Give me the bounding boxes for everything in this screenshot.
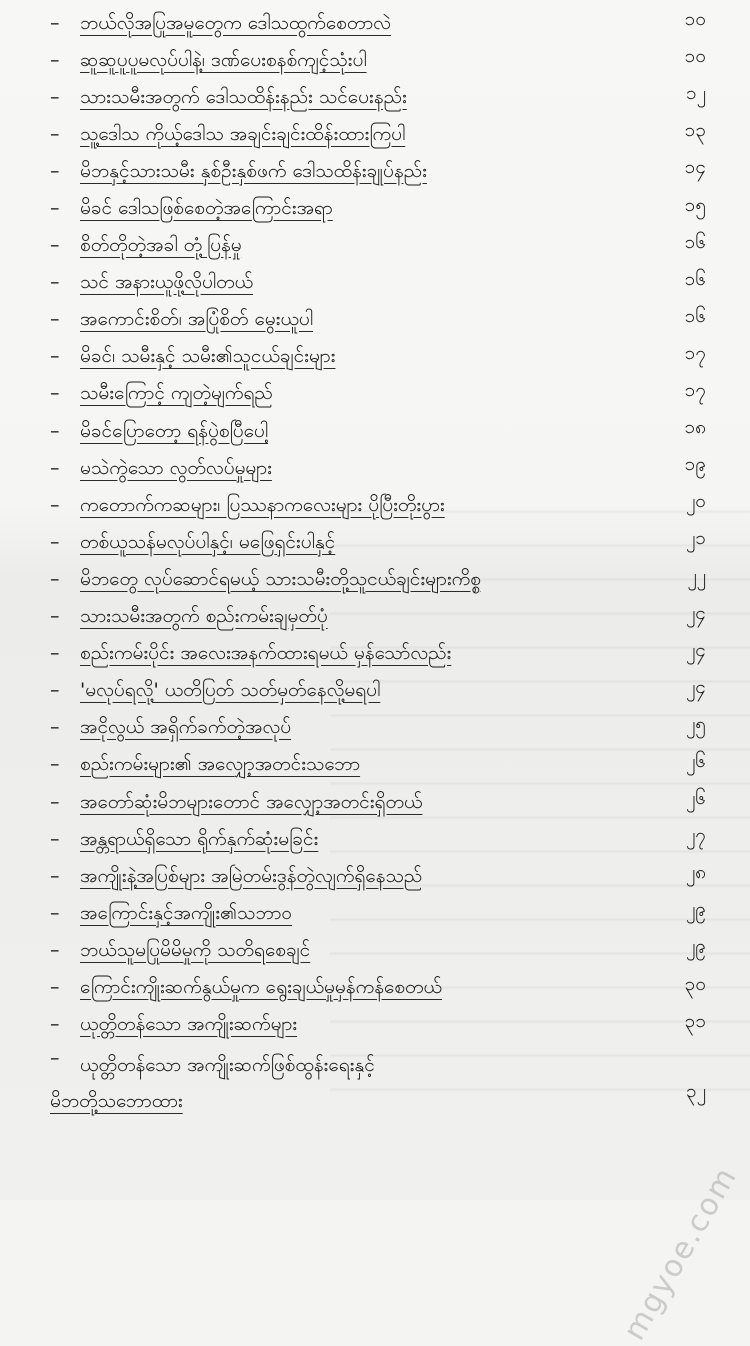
toc-entry xyxy=(38,857,718,894)
entry-page-number: ၂၇ xyxy=(656,823,706,851)
entry-dash: – xyxy=(38,382,80,404)
entry-title: ဆူဆူပူပူမလုပ်ပါနဲ့၊ ဒဏ်ပေးစနစ်ကျင့်သုံးပါ xyxy=(80,42,718,78)
toc-entry xyxy=(38,115,718,152)
entry-title: သမီးကြောင့် ကျတဲ့မျက်ရည် xyxy=(80,375,718,411)
entry-title: မိဘတွေ လုပ်ဆောင်ရမယ့် သားသမီးတို့သူငယ်ချင်းများကိစ္စ xyxy=(80,561,718,597)
entry-dash: – xyxy=(38,531,80,553)
entry-dash: – xyxy=(38,49,80,71)
entry-dash: – xyxy=(38,86,80,108)
toc-entry xyxy=(38,783,718,820)
entry-dash: – xyxy=(38,902,80,924)
toc-entry xyxy=(38,820,718,857)
entry-page-number: ၁၆ xyxy=(656,267,706,295)
entry-page-number: ၂၉ xyxy=(656,934,706,962)
entry-page-number: ၁၀ xyxy=(656,44,706,72)
entry-page-number: ၂၅ xyxy=(656,712,706,740)
entry-page-number: ၁၇ xyxy=(656,378,706,406)
entry-dash: – xyxy=(38,1013,80,1035)
entry-page-number: ၁၇ xyxy=(656,341,706,369)
entry-dash: – xyxy=(38,976,80,998)
entry-dash: – xyxy=(38,753,80,775)
toc-entry xyxy=(38,709,718,746)
toc-entry xyxy=(38,894,718,931)
entry-page-number: ၃၂ xyxy=(656,1079,706,1107)
toc-entry xyxy=(38,338,718,375)
toc-entry xyxy=(38,189,718,226)
toc-entry-multiline xyxy=(38,1043,718,1115)
entry-dash: – xyxy=(38,234,80,256)
entry-title: အကောင်းစိတ်၊ အပြုံစိတ် မွေးယူပါ xyxy=(80,301,718,337)
entry-page-number: ၂၂ xyxy=(656,564,706,592)
entry-page-number: ၂၉ xyxy=(656,897,706,925)
entry-dash: – xyxy=(38,197,80,219)
toc-entry xyxy=(38,523,718,560)
entry-dash: – xyxy=(38,716,80,738)
entry-page-number: ၂၈ xyxy=(656,860,706,888)
entry-dash: – xyxy=(38,457,80,479)
watermark: mgyoe.com xyxy=(616,1161,744,1346)
entry-title: သားသမီးအတွက် စည်းကမ်းချမှတ်ပုံ xyxy=(80,598,718,634)
toc-entry xyxy=(38,968,718,1005)
entry-page-number: ၁၆ xyxy=(656,304,706,332)
entry-title: အကြောင်းနှင့်အကျိုး၏သဘာဝ xyxy=(80,895,718,931)
entry-title: အတော်ဆုံးမိဘများတောင် အလျှော့အတင်းရှိတယ် xyxy=(80,784,718,820)
toc-entry xyxy=(38,598,718,635)
entry-page-number: ၁၃ xyxy=(656,118,706,146)
entry-page-number: ၂၄ xyxy=(656,675,706,703)
entry-title: ကြောင်းကျိုးဆက်နွယ်မှုက ရွေးချယ်မှုမှန်ကန်စေတယ် xyxy=(80,969,718,1005)
table-of-contents xyxy=(38,4,718,1115)
entry-page-number: ၃၀ xyxy=(656,972,706,1000)
entry-page-number: ၂၆ xyxy=(656,786,706,814)
entry-dash: – xyxy=(38,308,80,330)
entry-page-number: ၂၁ xyxy=(656,526,706,554)
entry-title: အငိုလွယ် အရှိက်ခက်တဲ့အလုပ် xyxy=(80,709,718,745)
toc-entry xyxy=(38,264,718,301)
entry-title: စည်းကမ်းပိုင်း အလေးအနက်ထားရမယ် မှန်သော်လည်း xyxy=(80,635,718,671)
toc-entry xyxy=(38,375,718,412)
entry-dash: – xyxy=(38,828,80,850)
entry-page-number: ၁၈ xyxy=(656,415,706,443)
entry-title: စည်းကမ်းများ၏ အလျှော့အတင်းသဘော xyxy=(80,746,718,782)
entry-title: တစ်ယူသန်မလုပ်ပါနှင့်၊ မဖြေရှင်းပါနှင့် xyxy=(80,524,718,560)
entry-dash: – xyxy=(38,939,80,961)
toc-entry xyxy=(38,78,718,115)
toc-entry xyxy=(38,560,718,597)
toc-entry xyxy=(38,672,718,709)
toc-entry xyxy=(38,301,718,338)
toc-entry xyxy=(38,931,718,968)
toc-entry xyxy=(38,41,718,78)
entry-title: မိခင်ပြောတော့ ရန်ပွဲစပြီပေါ့ xyxy=(80,413,718,449)
toc-entry xyxy=(38,635,718,672)
entry-dash: – xyxy=(38,494,80,516)
entry-page-number: ၃၁ xyxy=(656,1009,706,1037)
entry-title: 'မလုပ်ရလို့' ယတိပြတ် သတ်မှတ်နေလို့မရပါ xyxy=(80,672,718,708)
entry-dash: – xyxy=(38,271,80,293)
toc-entry xyxy=(38,1006,718,1043)
entry-title: သင် အနားယူဖို့လိုပါတယ် xyxy=(80,264,718,300)
entry-page-number: ၁၄ xyxy=(656,155,706,183)
entry-dash: – xyxy=(38,12,80,34)
entry-page-number: ၂၀ xyxy=(656,489,706,517)
entry-dash: – xyxy=(38,642,80,664)
entry-dash: – xyxy=(38,605,80,627)
entry-page-number: ၁၆ xyxy=(656,230,706,258)
entry-title-line2: မိဘတို့သဘောထား xyxy=(50,1083,718,1119)
entry-title: ယုတ္တိတန်သော အကျိုးဆက်များ xyxy=(80,1006,718,1042)
entry-dash: – xyxy=(38,420,80,442)
entry-page-number: ၂၆ xyxy=(656,749,706,777)
entry-title-line1: ယုတ္တိတန်သော အကျိုးဆက်ဖြစ်ထွန်းရေးနှင့် xyxy=(80,1047,718,1083)
toc-entry xyxy=(38,227,718,264)
entry-page-number: ၂၄ xyxy=(656,638,706,666)
entry-dash: – xyxy=(38,865,80,887)
entry-dash: – xyxy=(38,345,80,367)
entry-dash: – xyxy=(38,123,80,145)
entry-dash: – xyxy=(38,679,80,701)
entry-dash: – xyxy=(38,1047,80,1069)
toc-entry xyxy=(38,449,718,486)
entry-title-block xyxy=(80,1047,718,1119)
entry-title: မသဲကွဲသော လွတ်လပ်မှုများ xyxy=(80,450,718,486)
entry-page-number: ၂၄ xyxy=(656,601,706,629)
entry-title: မိခင်၊ သမီးနှင့် သမီး၏သူငယ်ချင်းများ xyxy=(80,338,718,374)
entry-page-number: ၁၀ xyxy=(656,7,706,35)
entry-title: သားသမီးအတွက် ဒေါသထိန်းနည်း သင်ပေးနည်း xyxy=(80,79,718,115)
entry-title: သူ့ဒေါသ ကိုယ့်ဒေါသ အချင်းချင်းထိန်းထားကြပါ xyxy=(80,116,718,152)
entry-title: စိတ်တိုတဲ့အခါ တုံ့ပြန်မှု xyxy=(80,227,718,263)
entry-title: ဘယ်လိုအပြုအမူတွေက ဒေါသထွက်စေတာလဲ xyxy=(80,5,718,41)
entry-page-number: ၁၅ xyxy=(656,193,706,221)
toc-entry xyxy=(38,152,718,189)
toc-entry xyxy=(38,486,718,523)
toc-entry xyxy=(38,412,718,449)
entry-title: ကတောက်ကဆများ၊ ပြဿနာကလေးများ ပိုပြီးတိုးပွား xyxy=(80,487,718,523)
toc-entry xyxy=(38,746,718,783)
entry-title: ဘယ်သူမပြုမိမိမှုကို သတိရစေချင် xyxy=(80,932,718,968)
entry-title: မိဘနှင့်သားသမီး နှစ်ဦးနှစ်ဖက် ဒေါသထိန်းချုပ်နည်း xyxy=(80,153,718,189)
entry-page-number: ၁၉ xyxy=(656,452,706,480)
entry-dash: – xyxy=(38,791,80,813)
entry-dash: – xyxy=(38,160,80,182)
entry-title: အကျိုးနဲ့အပြစ်များ အမြဲတမ်းဒွန်တွဲလျက်ရှိနေသည် xyxy=(80,858,718,894)
entry-dash: – xyxy=(38,568,80,590)
entry-page-number: ၁၂ xyxy=(656,81,706,109)
entry-title: မိခင် ဒေါသဖြစ်စေတဲ့အကြောင်းအရာ xyxy=(80,190,718,226)
toc-entry xyxy=(38,4,718,41)
entry-title: အန္တရာယ်ရှိသော ရိုက်နှက်ဆုံးမခြင်း xyxy=(80,821,718,857)
